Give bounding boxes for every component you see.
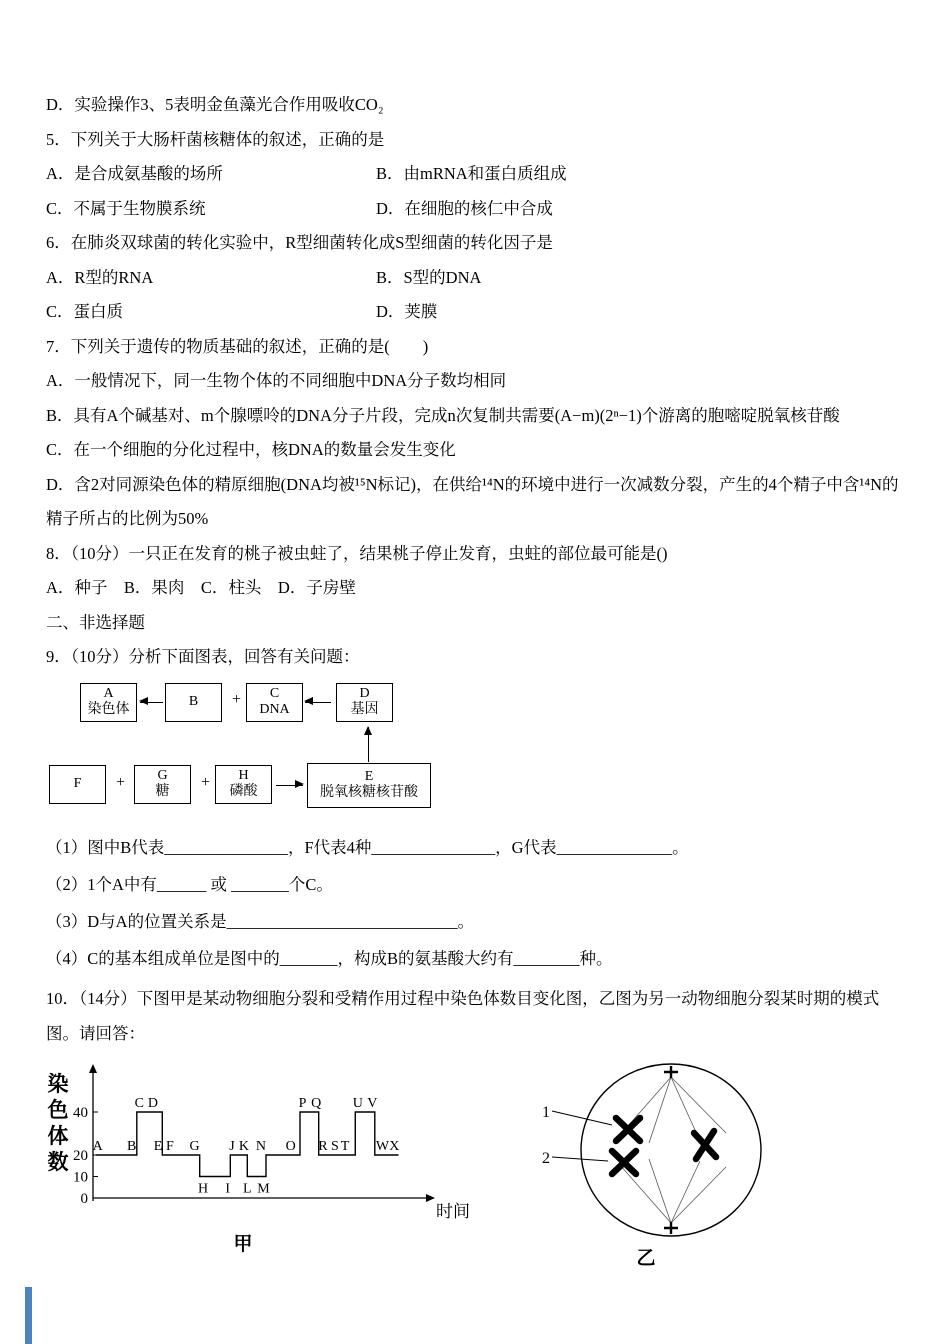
box-a-letter: A xyxy=(103,686,114,701)
svg-text:色: 色 xyxy=(47,1097,69,1122)
box-a-label: 染色体 xyxy=(87,702,130,717)
q9-sub-3: （3）D与A的位置关系是____________________________。 xyxy=(46,911,475,931)
plus-sign-1: + xyxy=(232,690,242,708)
arrow-d-to-c xyxy=(305,702,331,703)
box-d-letter: D xyxy=(359,686,370,701)
box-e-letter: E xyxy=(364,769,374,784)
q6-options-row-1 xyxy=(46,261,904,296)
box-c-label: DNA xyxy=(259,702,290,717)
svg-text:时间: 时间 xyxy=(436,1201,470,1221)
svg-text:U: U xyxy=(352,1095,363,1111)
arrow-to-e xyxy=(276,785,303,786)
box-h-letter: H xyxy=(238,768,249,783)
pointer-line-2 xyxy=(552,1157,608,1161)
q7-option-c: C．在一个细胞的分化过程中，核DNA的数量会发生变化 xyxy=(46,440,456,459)
box-e-label: 脱氧核糖核苷酸 xyxy=(320,785,418,800)
arrow-e-to-d xyxy=(368,727,369,762)
cell-label-2: 2 xyxy=(542,1149,550,1167)
svg-text:0: 0 xyxy=(80,1190,88,1207)
plus-sign-2: + xyxy=(116,773,126,791)
centriole-bottom-icon xyxy=(664,1222,678,1234)
cell-membrane xyxy=(581,1064,761,1236)
svg-text:V: V xyxy=(367,1095,378,1111)
box-f-letter: F xyxy=(73,776,82,791)
section2-header: 二、非选择题 xyxy=(46,612,145,632)
svg-text:H: H xyxy=(198,1181,209,1196)
q8-options: A．种子 B．果肉 C．柱头 D．子房壁 xyxy=(46,578,356,597)
figure-yi-column xyxy=(536,1061,786,1270)
q5-options-row-1 xyxy=(46,157,904,192)
box-c-dna xyxy=(246,683,303,722)
q9-diagram xyxy=(46,683,904,815)
q5-stem: 5．下列关于大肠杆菌核糖体的叙述，正确的是 xyxy=(46,129,385,149)
q5-option-d: D．在细胞的核仁中合成 xyxy=(376,198,553,218)
q7-option-d: D．含2对同源染色体的精原细胞(DNA均被¹⁵N标记)，在供给¹⁴N的环境中进行一次减数分裂，产生的4个精子中含¹⁴N的精子所占的比例为50% xyxy=(46,474,899,528)
svg-text:染: 染 xyxy=(47,1071,69,1096)
box-g-letter: G xyxy=(157,768,168,783)
box-h-label: 磷酸 xyxy=(229,784,258,799)
svg-text:P: P xyxy=(298,1095,307,1111)
cell-figure-svg xyxy=(536,1061,786,1243)
box-e-nucleotide xyxy=(307,763,431,808)
q9-sub-4: （4）C的基本组成单位是图中的_______，构成B的氨基酸大约有________种。 xyxy=(46,948,613,968)
svg-text:L: L xyxy=(243,1181,252,1196)
q5-option-a: A．是合成氨基酸的场所 xyxy=(46,164,223,183)
box-a-chromosome xyxy=(80,683,137,722)
option-d-prev-question: D．实验操作3、5表明金鱼藻光合作用吸收CO₂ xyxy=(46,95,384,114)
svg-text:C: C xyxy=(134,1095,145,1111)
q5-options-row-2 xyxy=(46,192,904,227)
svg-text:M: M xyxy=(257,1181,270,1196)
centriole-top-icon xyxy=(664,1066,678,1078)
box-d-gene xyxy=(336,683,393,722)
q5-option-b: B．由mRNA和蛋白质组成 xyxy=(376,164,567,183)
box-b-letter: B xyxy=(188,694,199,709)
box-g-label: 糖 xyxy=(155,784,170,799)
q8-stem: 8．（10分）一只正在发育的桃子被虫蛀了，结果桃子停止发育，虫蛀的部位最可能是() xyxy=(46,543,668,563)
q10-stem: 10．（14分）下图甲是某动物细胞分裂和受精作用过程中染色体数目变化图，乙图为另一动物细胞分裂某时期的模式图。请回答： xyxy=(46,988,880,1043)
svg-text:数: 数 xyxy=(47,1149,69,1174)
q6-stem: 6．在肺炎双球菌的转化实验中，R型细菌转化成S型细菌的转化因子是 xyxy=(46,233,553,252)
q9-stem: 9．（10分）分析下面图表，回答有关问题： xyxy=(46,647,360,666)
q6-option-c: C．蛋白质 xyxy=(46,302,124,321)
svg-text:J: J xyxy=(229,1138,235,1154)
q6-options-row-2 xyxy=(46,295,904,330)
svg-text:I: I xyxy=(225,1181,231,1196)
arrow-b-to-a xyxy=(140,702,163,703)
svg-text:R: R xyxy=(318,1138,328,1154)
svg-text:40: 40 xyxy=(73,1104,88,1121)
svg-text:D: D xyxy=(147,1095,159,1111)
box-h-phosphate xyxy=(215,765,272,804)
svg-text:A: A xyxy=(92,1138,103,1154)
svg-text:体: 体 xyxy=(47,1123,69,1148)
svg-text:G: G xyxy=(189,1138,200,1154)
q6-option-d: D．荚膜 xyxy=(376,302,438,321)
svg-text:E: E xyxy=(153,1138,163,1154)
svg-text:B: B xyxy=(127,1138,137,1154)
svg-text:W: W xyxy=(375,1138,390,1154)
chart-jia-svg xyxy=(38,1061,508,1229)
chromosome-2 xyxy=(612,1151,636,1174)
box-c-letter: C xyxy=(269,686,280,701)
svg-text:20: 20 xyxy=(73,1147,88,1164)
svg-text:O: O xyxy=(285,1138,296,1154)
svg-text:X: X xyxy=(389,1138,400,1154)
figure-yi-caption: 乙 xyxy=(636,1247,656,1269)
svg-text:K: K xyxy=(238,1138,249,1154)
q9-sub-1: （1）图中B代表_______________，F代表4种_______________，G代表______________。 xyxy=(46,837,689,857)
box-g-sugar xyxy=(134,765,191,804)
q7-option-a: A．一般情况下，同一生物个体的不同细胞中DNA分子数均相同 xyxy=(46,371,507,390)
svg-text:Q: Q xyxy=(311,1095,322,1111)
plus-sign-3: + xyxy=(201,773,211,791)
q7-stem: 7．下列关于遗传的物质基础的叙述，正确的是( ) xyxy=(46,336,429,356)
q6-option-b: B．S型的DNA xyxy=(376,267,482,287)
q6-option-a: A．R型的RNA xyxy=(46,267,154,287)
box-b-protein xyxy=(165,683,222,722)
svg-text:10: 10 xyxy=(73,1169,88,1185)
q10-figures xyxy=(38,1061,904,1270)
figure-jia-caption: 甲 xyxy=(233,1233,253,1255)
box-d-label: 基因 xyxy=(350,702,379,717)
q7-option-b: B．具有A个碱基对、m个腺嘌呤的DNA分子片段，完成n次复制共需要(A−m)(2ⁿ−1)个游离的胞嘧啶脱氧核苷酸 xyxy=(46,405,840,425)
blue-marker xyxy=(25,1287,32,1344)
q9-sub-2: （2）1个A中有______ 或 _______个C。 xyxy=(46,874,333,894)
figure-jia-column xyxy=(38,1061,508,1256)
svg-text:N: N xyxy=(255,1138,266,1154)
cell-label-1: 1 xyxy=(542,1103,550,1121)
svg-text:S: S xyxy=(330,1138,339,1154)
svg-text:T: T xyxy=(340,1138,350,1154)
chromosome-1 xyxy=(616,1118,640,1141)
pointer-line-1 xyxy=(552,1111,612,1125)
chromosome-3 xyxy=(694,1131,716,1159)
box-f-base xyxy=(49,765,106,804)
svg-text:F: F xyxy=(166,1138,174,1154)
q5-option-c: C．不属于生物膜系统 xyxy=(46,198,206,218)
